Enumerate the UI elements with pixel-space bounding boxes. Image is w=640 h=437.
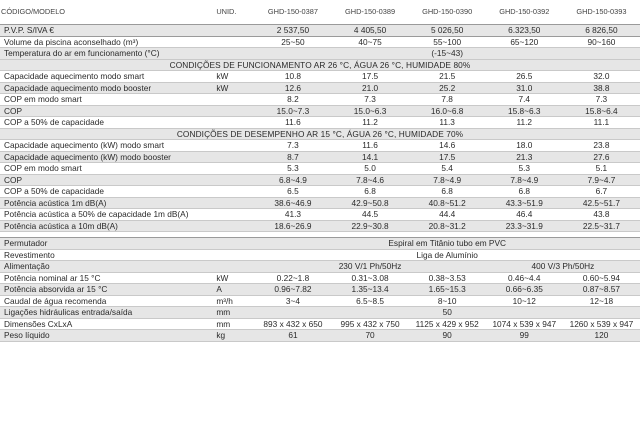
row-unit: A [214,284,254,296]
model-header: GHD-150-0390 [409,0,486,25]
table-row [0,197,640,209]
model-header: GHD-150-0387 [254,0,331,25]
row-unit [214,249,254,261]
row-unit [214,94,254,106]
row-value: 18.0 [486,140,563,152]
row-label: COP [0,174,214,186]
model-header: GHD-150-0393 [563,0,640,25]
price-row [0,25,640,37]
row-value: 20.8~31.2 [409,220,486,232]
row-value: 11.6 [332,140,409,152]
row-value: 7.8~4.9 [486,174,563,186]
row-value: 0.38~3.53 [409,272,486,284]
row-value: 10.8 [254,71,331,83]
row-unit [214,186,254,198]
table-row [0,249,640,261]
row-value: 55~100 [409,36,486,48]
row-value: 0.96~7.82 [254,284,331,296]
row-value: 400 V/3 Ph/50Hz [486,261,640,273]
row-value: 5.0 [332,163,409,175]
table-row [0,318,640,330]
row-value: 15.0~7.3 [254,105,331,117]
row-value: 1074 x 539 x 947 [486,318,563,330]
row-value: 11.3 [409,117,486,129]
table-row [0,82,640,94]
row-value: 230 V/1 Ph/50Hz [254,261,485,273]
row-value: 25.2 [409,82,486,94]
row-label: Capacidade aquecimento modo smart [0,71,214,83]
row-label: Ligações hidráulicas entrada/saída [0,307,214,319]
row-value: 0.87~8.57 [563,284,640,296]
row-unit [214,48,254,60]
row-value: 99 [486,330,563,342]
row-value: 0.60~5.94 [563,272,640,284]
row-label: Volume da piscina aconselhado (m³) [0,36,214,48]
row-label: Permutador [0,238,214,250]
row-unit: mm [214,307,254,319]
row-value: 22.5~31.7 [563,220,640,232]
row-unit [214,197,254,209]
price-value: 6.323,50 [486,25,563,37]
row-label: Temperatura do ar em funcionamento (°C) [0,48,214,60]
row-unit: m³/h [214,295,254,307]
row-label: Alimentação [0,261,214,273]
row-unit: mm [214,318,254,330]
table-row [0,330,640,342]
row-value: 15.0~6.3 [332,105,409,117]
row-value: 61 [254,330,331,342]
table-row [0,71,640,83]
row-value: 5.3 [254,163,331,175]
row-value: 32.0 [563,71,640,83]
table-row [0,284,640,296]
table-row [0,48,640,60]
row-unit: kW [214,71,254,83]
row-value: 1.35~13.4 [332,284,409,296]
row-value: 3~4 [254,295,331,307]
row-unit [214,209,254,221]
row-value: 11.1 [563,117,640,129]
row-value: 40.8~51.2 [409,197,486,209]
table-row [0,94,640,106]
row-value: 43.8 [563,209,640,221]
row-value: 21.5 [409,71,486,83]
row-value: 8.2 [254,94,331,106]
table-row [0,163,640,175]
row-value: 40~75 [332,36,409,48]
row-value: 6.8 [409,186,486,198]
row-value: 43.3~51.9 [486,197,563,209]
table-row [0,140,640,152]
row-value: 6.7 [563,186,640,198]
row-unit [214,140,254,152]
row-value: 12~18 [563,295,640,307]
row-value: 7.8~4.6 [332,174,409,186]
row-label: Capacidade aquecimento (kW) modo smart [0,140,214,152]
table-row [0,307,640,319]
row-value: 10~12 [486,295,563,307]
row-value: 6.5 [254,186,331,198]
row-value: 8~10 [409,295,486,307]
row-value: 31.0 [486,82,563,94]
row-unit [214,117,254,129]
row-label: Dimensões CxLxA [0,318,214,330]
row-value: 25~50 [254,36,331,48]
row-value: 42.9~50.8 [332,197,409,209]
row-value: Liga de Alumínio [254,249,640,261]
row-value: 50 [254,307,640,319]
row-value: 6.8 [486,186,563,198]
table-row [0,272,640,284]
row-value: 17.5 [409,151,486,163]
row-value: 7.3 [563,94,640,106]
row-value: 7.3 [254,140,331,152]
row-value: 6.8~4.9 [254,174,331,186]
section-title: CONDIÇÕES DE DESEMPENHO AR 15 °C, ÁGUA 26 °C, HUMIDADE 70% [0,128,640,140]
model-header: GHD-150-0389 [332,0,409,25]
row-value: 1260 x 539 x 947 [563,318,640,330]
row-value: 23.3~31.9 [486,220,563,232]
row-unit [214,238,254,250]
row-label: Capacidade aquecimento modo booster [0,82,214,94]
row-value: 6.5~8.5 [332,295,409,307]
row-value: 16.0~6.8 [409,105,486,117]
row-value: 5.4 [409,163,486,175]
table-row [0,186,640,198]
row-unit [214,261,254,273]
row-value: 15.8~6.4 [563,105,640,117]
row-label: Potência acústica 1m dB(A) [0,197,214,209]
table-row [0,238,640,250]
row-unit [214,105,254,117]
row-value: 7.4 [486,94,563,106]
unit-header: UNID. [214,0,254,25]
row-value: 65~120 [486,36,563,48]
row-value: 23.8 [563,140,640,152]
price-value: 5 026,50 [409,25,486,37]
row-value: 42.5~51.7 [563,197,640,209]
table-row [0,209,640,221]
row-unit [214,220,254,232]
row-value: 41.3 [254,209,331,221]
row-value: 14.1 [332,151,409,163]
row-unit [214,36,254,48]
section-header [0,59,640,71]
row-value: 0.66~6.35 [486,284,563,296]
row-value: 995 x 432 x 750 [332,318,409,330]
row-label: COP a 50% de capacidade [0,117,214,129]
row-value: 6.8 [332,186,409,198]
row-label: Peso líquido [0,330,214,342]
row-value: 21.3 [486,151,563,163]
price-value: 6 826,50 [563,25,640,37]
row-unit [214,174,254,186]
row-label: Potência absorvida ar 15 °C [0,284,214,296]
row-unit: kg [214,330,254,342]
row-value: 15.8~6.3 [486,105,563,117]
price-unit [214,25,254,37]
row-value: 1125 x 429 x 952 [409,318,486,330]
row-label: COP em modo smart [0,163,214,175]
row-value: 11.6 [254,117,331,129]
row-value: 22.9~30.8 [332,220,409,232]
section-header [0,128,640,140]
row-value: 90~160 [563,36,640,48]
row-value: 0.46~4.4 [486,272,563,284]
row-value: 17.5 [332,71,409,83]
table-row [0,174,640,186]
row-value: 8.7 [254,151,331,163]
row-unit: kW [214,272,254,284]
row-value: 1.65~15.3 [409,284,486,296]
table-row [0,295,640,307]
row-value: 0.31~3.08 [332,272,409,284]
row-unit [214,151,254,163]
row-value: 44.4 [409,209,486,221]
row-value: 18.6~26.9 [254,220,331,232]
table-row [0,151,640,163]
model-header: GHD-150-0392 [486,0,563,25]
table-row [0,261,640,273]
row-label: COP [0,105,214,117]
row-value: 5.1 [563,163,640,175]
row-label: Potência acústica a 10m dB(A) [0,220,214,232]
row-value: 38.6~46.9 [254,197,331,209]
row-value: 70 [332,330,409,342]
row-value: 14.6 [409,140,486,152]
row-unit: kW [214,82,254,94]
row-value: 5.3 [486,163,563,175]
row-value: (-15~43) [254,48,640,60]
row-value: 44.5 [332,209,409,221]
row-value: 7.8 [409,94,486,106]
row-value: 893 x 432 x 650 [254,318,331,330]
price-label: P.V.P. S/IVA € [0,25,214,37]
table-row [0,117,640,129]
row-value: 21.0 [332,82,409,94]
row-value: 7.3 [332,94,409,106]
table-row [0,105,640,117]
price-value: 2 537,50 [254,25,331,37]
table-row [0,220,640,232]
section-title: CONDIÇÕES DE FUNCIONAMENTO AR 26 °C, ÁGUA 26 °C, HUMIDADE 80% [0,59,640,71]
row-label: COP em modo smart [0,94,214,106]
row-value: 120 [563,330,640,342]
row-label: Potência nominal ar 15 °C [0,272,214,284]
model-code-header: CÓDIGO/MODELO [0,0,214,25]
row-value: 27.6 [563,151,640,163]
table-row [0,36,640,48]
row-label: Potência acústica a 50% de capacidade 1m dB(A) [0,209,214,221]
row-label: Capacidade aquecimento (kW) modo booster [0,151,214,163]
row-value: 0.22~1.8 [254,272,331,284]
row-value: 11.2 [332,117,409,129]
row-value: 11.2 [486,117,563,129]
row-value: 90 [409,330,486,342]
header-row [0,0,640,25]
row-value: 7.8~4.9 [409,174,486,186]
row-value: 7.9~4.7 [563,174,640,186]
price-value: 4 405,50 [332,25,409,37]
row-value: 12.6 [254,82,331,94]
row-label: COP a 50% de capacidade [0,186,214,198]
row-value: 38.8 [563,82,640,94]
row-value: 26.5 [486,71,563,83]
row-value: 46.4 [486,209,563,221]
row-unit [214,163,254,175]
row-label: Caudal de água recomenda [0,295,214,307]
row-label: Revestimento [0,249,214,261]
row-value: Espiral em Titânio tubo em PVC [254,238,640,250]
